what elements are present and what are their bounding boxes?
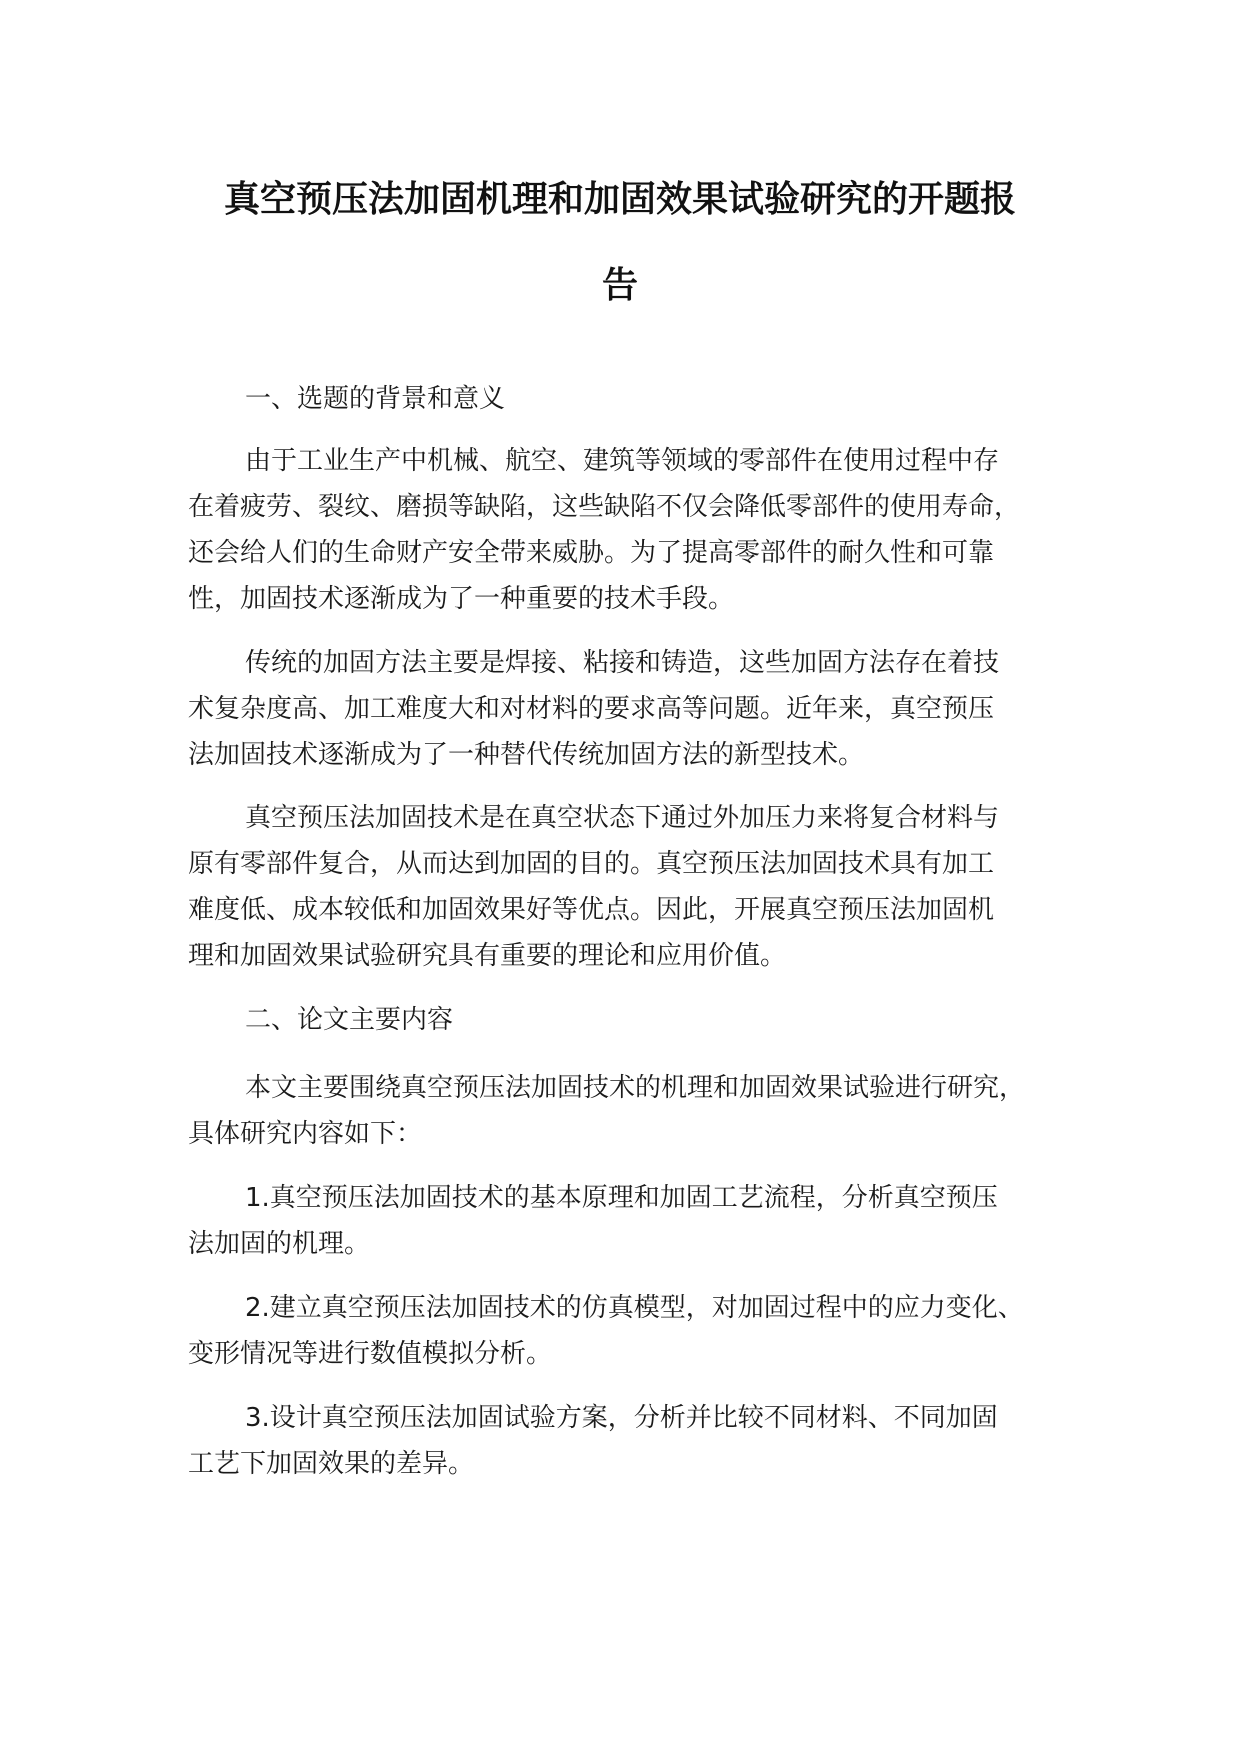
paragraph-line: 2.建立真空预压法加固技术的仿真模型，对加固过程中的应力变化、 bbox=[245, 1293, 1024, 1323]
document-title-line-2: 告 bbox=[601, 265, 638, 306]
paragraph-line: 真空预压法加固技术是在真空状态下通过外加压力来将复合材料与 bbox=[245, 803, 1000, 833]
paragraph-line: 难度低、成本较低和加固效果好等优点。因此，开展真空预压法加固机 bbox=[188, 895, 995, 925]
paragraph-line: 在着疲劳、裂纹、磨损等缺陷，这些缺陷不仅会降低零部件的使用寿命， bbox=[188, 492, 1021, 522]
paragraph-background-3 bbox=[188, 795, 1088, 979]
document-title-line-1: 真空预压法加固机理和加固效果试验研究的开题报 bbox=[223, 179, 1016, 220]
paragraph-line: 性，加固技术逐渐成为了一种重要的技术手段。 bbox=[188, 584, 735, 614]
paragraph-line: 变形情况等进行数值模拟分析。 bbox=[188, 1339, 553, 1369]
paragraph-background-1 bbox=[188, 438, 1088, 622]
paragraph-background-2 bbox=[188, 640, 1088, 778]
paragraph-line: 理和加固效果试验研究具有重要的理论和应用价值。 bbox=[188, 941, 787, 971]
paragraph-line: 由于工业生产中机械、航空、建筑等领域的零部件在使用过程中存 bbox=[245, 446, 1000, 476]
section-heading-background: 一、选题的背景和意义 bbox=[245, 384, 506, 414]
paragraph-line: 法加固技术逐渐成为了一种替代传统加固方法的新型技术。 bbox=[188, 740, 865, 770]
paragraph-item-3 bbox=[188, 1395, 1088, 1487]
section-heading-main-content: 二、论文主要内容 bbox=[245, 1005, 454, 1035]
paragraph-line: 传统的加固方法主要是焊接、粘接和铸造，这些加固方法存在着技 bbox=[245, 648, 1000, 678]
paragraph-item-1 bbox=[188, 1175, 1088, 1267]
paragraph-line: 原有零部件复合，从而达到加固的目的。真空预压法加固技术具有加工 bbox=[188, 849, 995, 879]
paragraph-line: 1.真空预压法加固技术的基本原理和加固工艺流程，分析真空预压 bbox=[245, 1183, 998, 1213]
paragraph-line: 工艺下加固效果的差异。 bbox=[188, 1449, 475, 1479]
paragraph-line: 法加固的机理。 bbox=[188, 1229, 371, 1259]
paragraph-line: 本文主要围绕真空预压法加固技术的机理和加固效果试验进行研究， bbox=[245, 1073, 1026, 1103]
paragraph-main-content-intro bbox=[188, 1065, 1088, 1157]
paragraph-line: 还会给人们的生命财产安全带来威胁。为了提高零部件的耐久性和可靠 bbox=[188, 538, 995, 568]
paragraph-line: 3.设计真空预压法加固试验方案，分析并比较不同材料、不同加固 bbox=[245, 1403, 998, 1433]
paragraph-line: 术复杂度高、加工难度大和对材料的要求高等问题。近年来，真空预压 bbox=[188, 694, 995, 724]
paragraph-line: 具体研究内容如下： bbox=[188, 1119, 423, 1149]
paragraph-item-2 bbox=[188, 1285, 1088, 1377]
